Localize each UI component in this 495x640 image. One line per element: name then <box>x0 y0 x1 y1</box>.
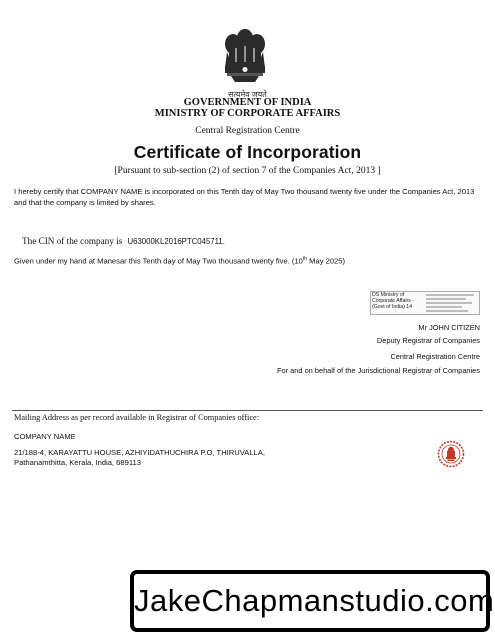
signatory-name: Mr JOHN CITIZEN <box>418 323 480 332</box>
pursuant-clause: [Pursuant to sub-section (2) of section 7 of the Companies Act, 2013 ] <box>114 166 381 176</box>
cin-line <box>22 236 225 246</box>
certification-statement: I hereby certify that COMPANY NAME is incorporated on this Tenth day of May Two thousand twenty five under the Companies Act, 2013 and that the company is limited by shares. <box>14 187 475 207</box>
mailing-address-line-2: Pathanamthitta, Kerala, India, 689113 <box>14 458 141 467</box>
cin-value: U63000KL2016PTC045711. <box>127 237 225 246</box>
given-text: Given under my hand at Manesar this Tenth day of May Two thousand twenty five. (10 <box>14 256 303 266</box>
stamp-signer-text: DS Ministry of Corporate Affairs - (Govt of India) 14 <box>372 292 414 311</box>
given-date-end: May 2025) <box>307 256 346 266</box>
given-ordinal: th <box>302 256 308 262</box>
watermark-banner: JakeChapmanstudio.com <box>130 570 490 632</box>
section-divider <box>12 410 483 411</box>
ministry-heading: MINISTRY OF CORPORATE AFFAIRS <box>154 108 341 119</box>
signatory-behalf: For and on behalf of the Jurisdictional Registrar of Companies <box>277 366 480 375</box>
signatory-centre: Central Registration Centre <box>390 352 480 361</box>
mailing-address-line-1: 21/188-4, KARAYATTU HOUSE, AZHIYIDATHUCHIRA P.O, THIRUVALLA, <box>14 448 265 457</box>
signatory-role: Deputy Registrar of Companies <box>376 336 480 345</box>
national-emblem-icon <box>205 22 285 92</box>
government-heading: GOVERNMENT OF INDIA <box>183 97 312 108</box>
cin-label: The CIN of the company is <box>22 236 123 246</box>
mailing-address-heading: Mailing Address as per record available in Registrar of Companies office: <box>14 413 259 422</box>
given-under-hand-statement <box>14 256 345 266</box>
certificate-title: Certificate of Incorporation <box>133 142 362 162</box>
mailing-company-name: COMPANY NAME <box>14 432 76 441</box>
registration-centre-heading: Central Registration Centre <box>195 126 300 136</box>
official-seal-icon <box>437 440 465 468</box>
national-motto: सत्यमेव जयते <box>228 90 267 99</box>
